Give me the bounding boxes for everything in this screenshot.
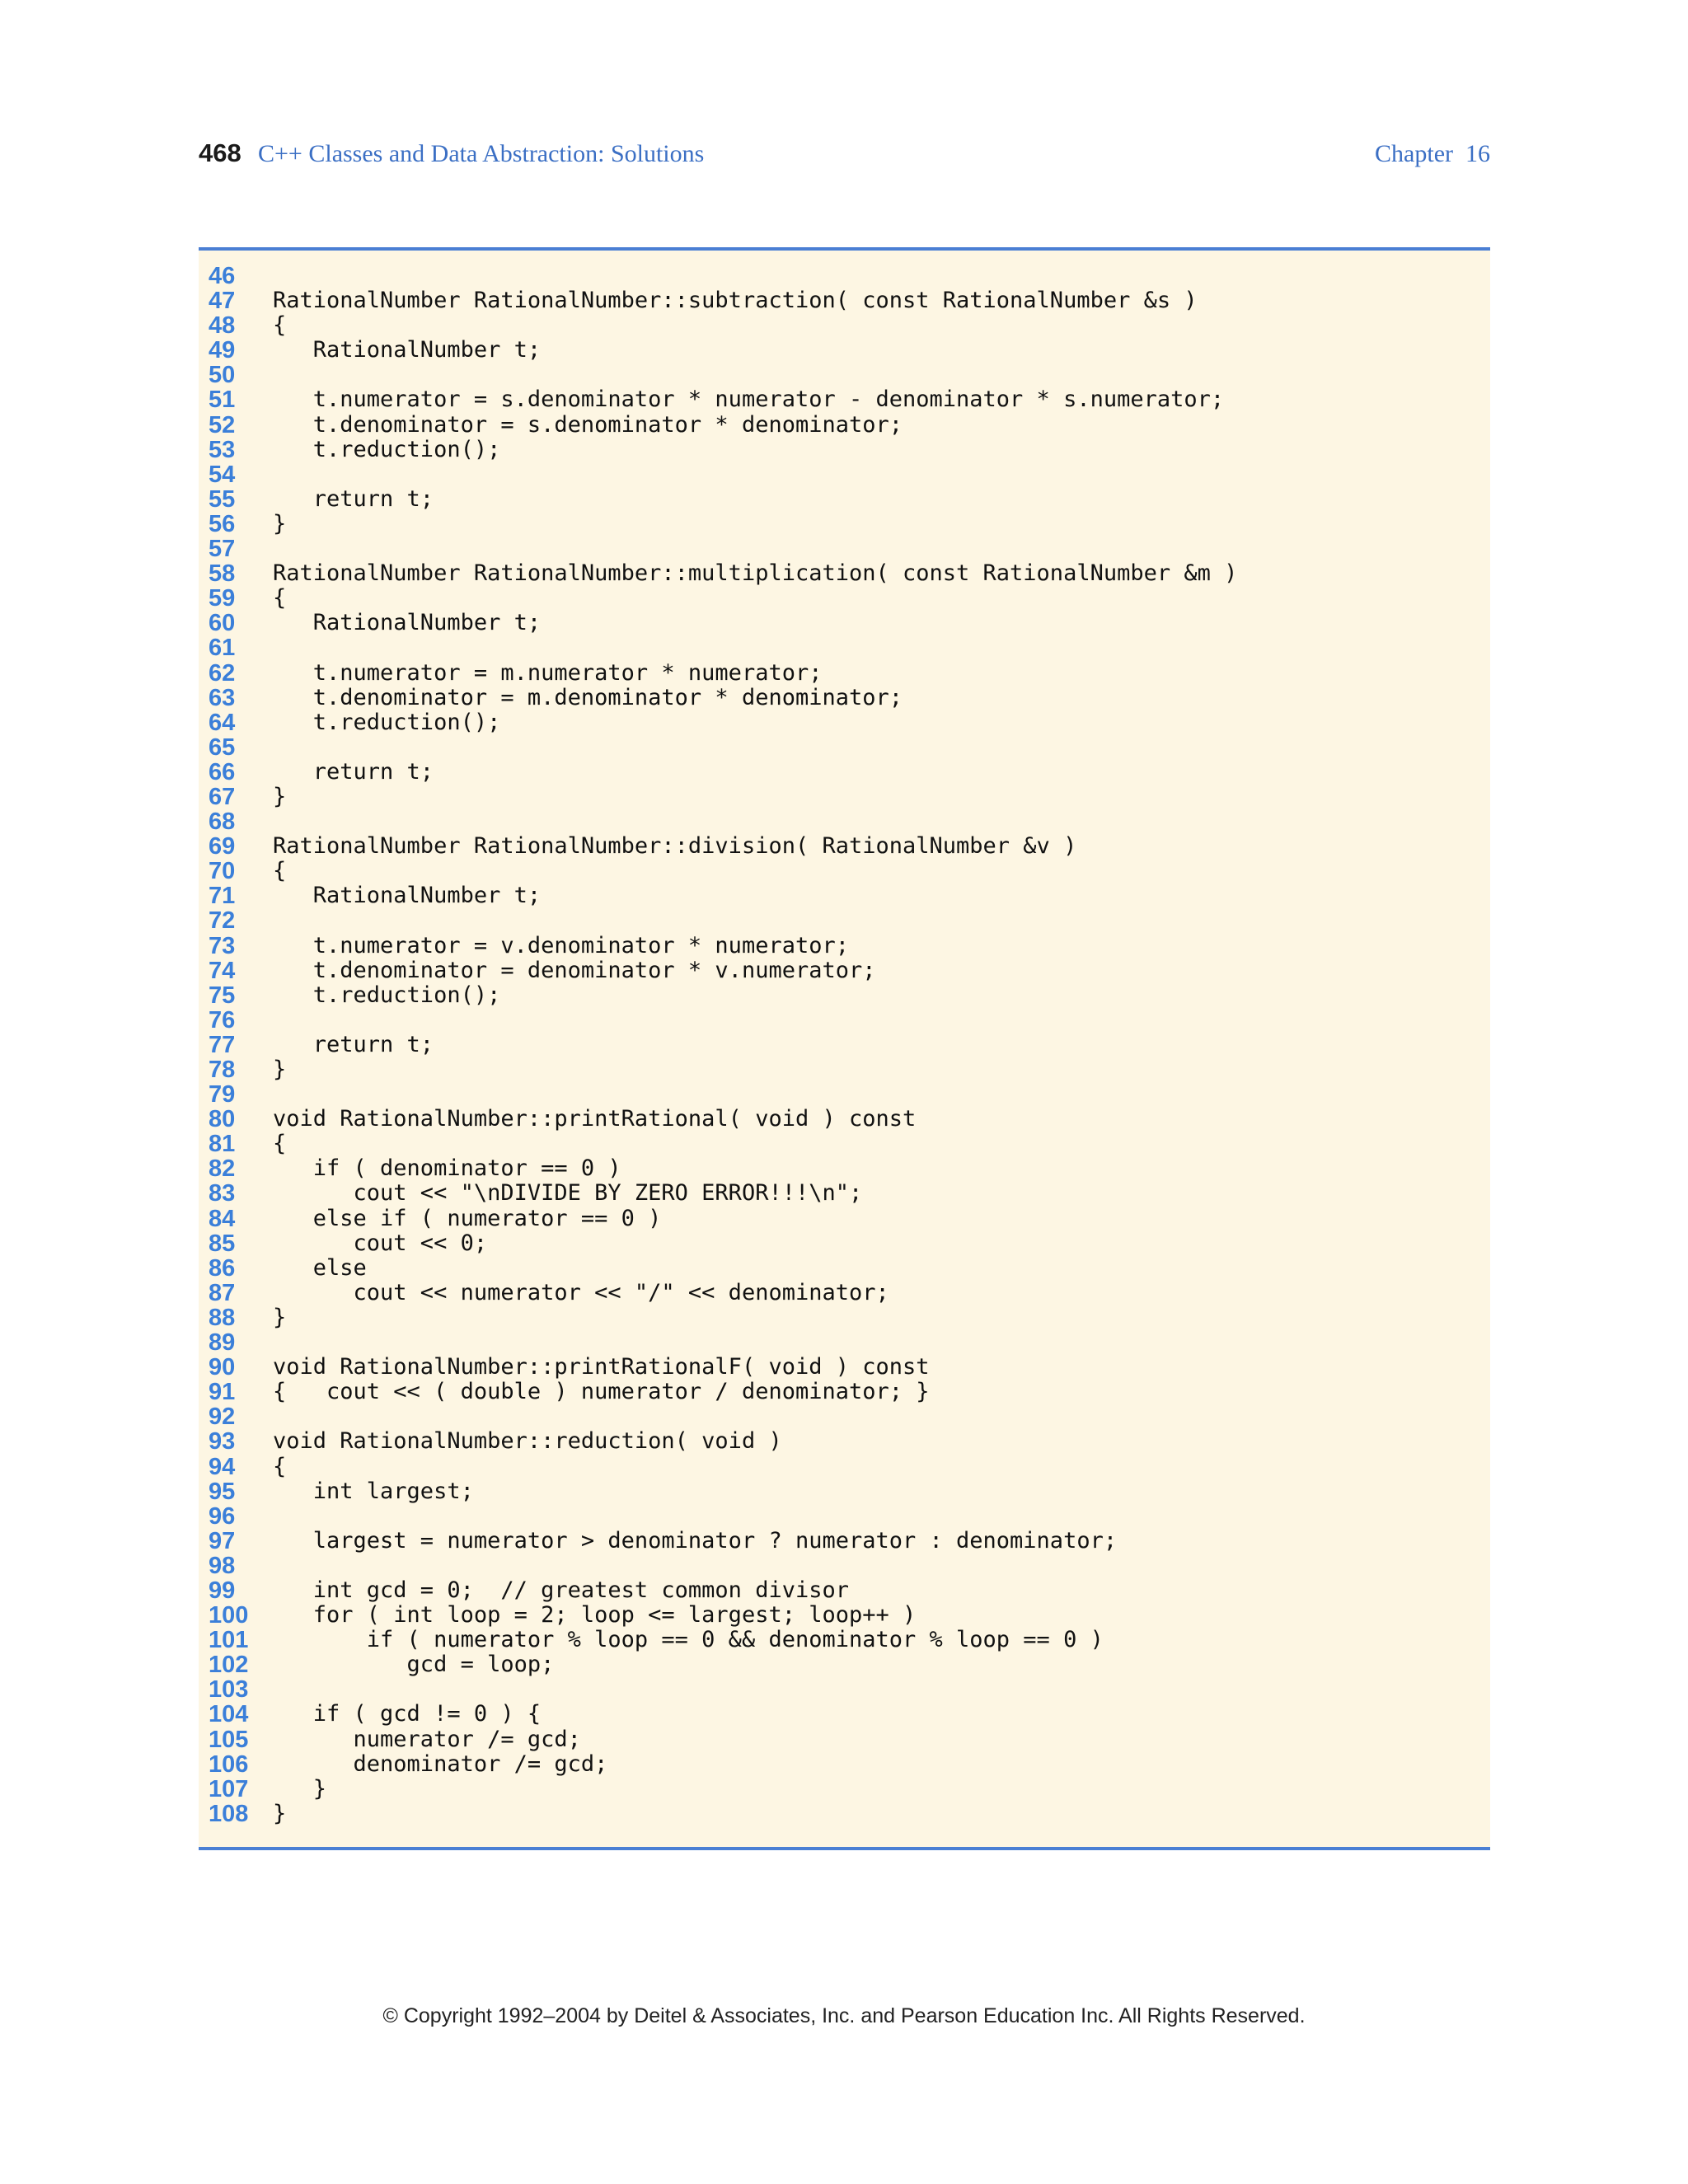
running-title: C++ Classes and Data Abstraction: Solutions (258, 140, 705, 167)
code-text: t.reduction(); (273, 709, 501, 735)
code-line (199, 785, 1490, 809)
code-text: int gcd = 0; // greatest common divisor (273, 1577, 849, 1603)
code-line (199, 1628, 1490, 1652)
code-line (199, 710, 1490, 735)
code-line (199, 537, 1490, 561)
code-line (199, 512, 1490, 537)
code-text: RationalNumber t; (273, 610, 542, 636)
line-number: 90 (209, 1354, 236, 1381)
code-line (199, 1305, 1490, 1330)
line-number: 56 (209, 510, 236, 537)
code-text: if ( gcd != 0 ) { (273, 1701, 542, 1727)
code-line (199, 883, 1490, 908)
code-text: return t; (273, 485, 434, 512)
chapter-label: Chapter 16 (1375, 140, 1490, 167)
code-text: return t; (273, 758, 434, 785)
code-text: t.reduction(); (273, 982, 501, 1008)
code-text: gcd = loop; (273, 1652, 555, 1678)
code-line (199, 1752, 1490, 1777)
code-line (199, 1231, 1490, 1256)
line-number: 52 (209, 411, 236, 438)
code-line (199, 413, 1490, 438)
code-text: } (273, 1775, 327, 1802)
line-number: 76 (209, 1006, 236, 1033)
code-line (199, 1082, 1490, 1107)
code-text: { (273, 1131, 287, 1157)
line-number: 46 (209, 263, 236, 289)
copyright-notice: © Copyright 1992–2004 by Deitel & Associates, Inc. and Pearson Education Inc. All Rights Reserved. (382, 2004, 1306, 2027)
code-line (199, 1107, 1490, 1132)
line-number: 62 (209, 659, 236, 687)
line-number: 75 (209, 982, 236, 1009)
code-line (199, 1504, 1490, 1529)
line-number: 79 (209, 1081, 236, 1108)
code-line (199, 735, 1490, 760)
line-number: 98 (209, 1552, 236, 1579)
code-line (199, 1330, 1490, 1355)
line-number: 60 (209, 610, 236, 637)
line-number: 84 (209, 1205, 236, 1232)
page-number: 468 (199, 138, 241, 167)
code-line (199, 908, 1490, 933)
code-text: t.reduction(); (273, 436, 501, 462)
code-text: RationalNumber RationalNumber::division( RationalNumber &v ) (273, 833, 1077, 860)
code-text: int largest; (273, 1478, 474, 1504)
code-line (199, 611, 1490, 635)
line-number: 99 (209, 1577, 236, 1604)
code-line (199, 1554, 1490, 1578)
line-number: 78 (209, 1057, 236, 1083)
code-line (199, 363, 1490, 387)
code-lines (199, 264, 1490, 1826)
code-line (199, 1727, 1490, 1752)
line-number: 100 (209, 1602, 249, 1629)
code-line (199, 834, 1490, 859)
code-line (199, 1156, 1490, 1181)
code-line (199, 1479, 1490, 1504)
line-number: 91 (209, 1379, 236, 1406)
page-header (199, 138, 1490, 178)
line-number: 86 (209, 1254, 236, 1282)
line-number: 48 (209, 312, 236, 340)
code-text: RationalNumber t; (273, 337, 542, 363)
code-line (199, 313, 1490, 338)
code-text: denominator /= gcd; (273, 1750, 608, 1777)
code-text: t.numerator = v.denominator * numerator; (273, 932, 849, 958)
line-number: 50 (209, 362, 236, 389)
line-number: 81 (209, 1131, 236, 1158)
line-number: 104 (209, 1701, 249, 1728)
line-number: 63 (209, 684, 236, 711)
code-line (199, 1132, 1490, 1156)
line-number: 105 (209, 1726, 249, 1753)
code-line (199, 1404, 1490, 1429)
code-line (199, 1380, 1490, 1404)
line-number: 94 (209, 1453, 236, 1480)
line-number: 68 (209, 808, 236, 836)
code-line (199, 462, 1490, 487)
line-number: 93 (209, 1428, 236, 1455)
code-line (199, 1802, 1490, 1826)
line-number: 74 (209, 957, 236, 984)
code-line (199, 1652, 1490, 1677)
code-text: for ( int loop = 2; loop <= largest; loop++ ) (273, 1602, 917, 1629)
line-number: 65 (209, 733, 236, 761)
line-number: 107 (209, 1775, 249, 1802)
code-text: } (273, 783, 287, 809)
code-text: void RationalNumber::printRationalF( void ) const (273, 1354, 930, 1380)
line-number: 92 (209, 1404, 236, 1431)
code-text: t.denominator = denominator * v.numerator; (273, 957, 876, 983)
line-number: 66 (209, 758, 236, 785)
code-text: cout << numerator << "/" << denominator; (273, 1279, 889, 1305)
code-text: } (273, 510, 287, 537)
line-number: 73 (209, 932, 236, 959)
code-text: else (273, 1254, 367, 1281)
code-text: } (273, 1057, 287, 1082)
code-text: { (273, 585, 287, 612)
line-number: 51 (209, 387, 236, 414)
line-number: 57 (209, 536, 236, 563)
line-number: 87 (209, 1279, 236, 1306)
code-text: largest = numerator > denominator ? numerator : denominator; (273, 1527, 1118, 1554)
code-listing (199, 247, 1490, 1850)
code-line (199, 586, 1490, 611)
code-text: return t; (273, 1031, 434, 1057)
code-line (199, 809, 1490, 834)
line-number: 64 (209, 709, 236, 736)
code-text: { cout << ( double ) numerator / denominator; } (273, 1379, 930, 1405)
code-text: { (273, 312, 287, 339)
line-number: 88 (209, 1304, 236, 1331)
line-number: 69 (209, 833, 236, 860)
code-text: } (273, 1800, 287, 1826)
code-line (199, 1008, 1490, 1033)
code-text: t.numerator = s.denominator * numerator - denominator * s.numerator; (273, 387, 1225, 413)
code-line (199, 958, 1490, 983)
line-number: 97 (209, 1527, 236, 1554)
line-number: 53 (209, 436, 236, 463)
code-line (199, 1702, 1490, 1727)
code-text: if ( numerator % loop == 0 && denominator % loop == 0 ) (273, 1627, 1104, 1653)
line-number: 47 (209, 288, 236, 315)
code-text: RationalNumber RationalNumber::subtraction( const RationalNumber &s ) (273, 288, 1198, 314)
line-number: 54 (209, 461, 236, 488)
code-line (199, 1033, 1490, 1057)
code-line (199, 934, 1490, 958)
code-line (199, 288, 1490, 313)
line-number: 71 (209, 883, 236, 910)
line-number: 101 (209, 1627, 249, 1654)
code-line (199, 1181, 1490, 1206)
code-text: else if ( numerator == 0 ) (273, 1205, 662, 1231)
code-line (199, 686, 1490, 710)
code-line (199, 859, 1490, 883)
line-number: 55 (209, 485, 236, 513)
line-number: 70 (209, 858, 236, 885)
line-number: 89 (209, 1329, 236, 1357)
code-line (199, 438, 1490, 462)
code-line (199, 487, 1490, 512)
code-line (199, 1207, 1490, 1231)
code-text: void RationalNumber::reduction( void ) (273, 1428, 782, 1455)
code-line (199, 561, 1490, 586)
line-number: 106 (209, 1750, 249, 1778)
line-number: 103 (209, 1676, 249, 1704)
line-number: 77 (209, 1031, 236, 1058)
code-line (199, 661, 1490, 686)
line-number: 96 (209, 1502, 236, 1530)
code-line (199, 1578, 1490, 1603)
line-number: 82 (209, 1155, 236, 1183)
code-line (199, 1455, 1490, 1479)
line-number: 108 (209, 1800, 249, 1827)
code-line (199, 983, 1490, 1008)
code-text: { (273, 858, 287, 884)
line-number: 83 (209, 1180, 236, 1207)
line-number: 61 (209, 635, 236, 662)
code-text: void RationalNumber::printRational( void ) const (273, 1106, 917, 1132)
code-text: if ( denominator == 0 ) (273, 1155, 621, 1182)
code-line (199, 1777, 1490, 1802)
code-line (199, 1529, 1490, 1554)
code-line (199, 338, 1490, 363)
code-text: cout << "\nDIVIDE BY ZERO ERROR!!!\n"; (273, 1180, 863, 1207)
code-text: } (273, 1304, 287, 1330)
code-line (199, 760, 1490, 785)
code-line (199, 1677, 1490, 1702)
code-line (199, 1281, 1490, 1305)
code-line (199, 1355, 1490, 1380)
code-line (199, 1429, 1490, 1454)
line-number: 58 (209, 560, 236, 588)
code-text: { (273, 1453, 287, 1479)
code-line (199, 1057, 1490, 1082)
code-text: t.denominator = m.denominator * denominator; (273, 684, 903, 710)
code-line (199, 1256, 1490, 1281)
line-number: 85 (209, 1230, 236, 1257)
code-text: numerator /= gcd; (273, 1726, 581, 1752)
line-number: 95 (209, 1478, 236, 1505)
line-number: 49 (209, 337, 236, 364)
line-number: 59 (209, 585, 236, 612)
code-line (199, 387, 1490, 412)
line-number: 67 (209, 783, 236, 810)
code-text: t.numerator = m.numerator * numerator; (273, 659, 823, 686)
code-text: RationalNumber t; (273, 883, 542, 909)
line-number: 102 (209, 1652, 249, 1679)
code-text: RationalNumber RationalNumber::multiplication( const RationalNumber &m ) (273, 560, 1238, 587)
code-text: t.denominator = s.denominator * denominator; (273, 411, 903, 438)
code-line (199, 1603, 1490, 1628)
code-line (199, 264, 1490, 288)
line-number: 72 (209, 907, 236, 935)
code-text: cout << 0; (273, 1230, 488, 1256)
line-number: 80 (209, 1106, 236, 1133)
code-line (199, 635, 1490, 660)
